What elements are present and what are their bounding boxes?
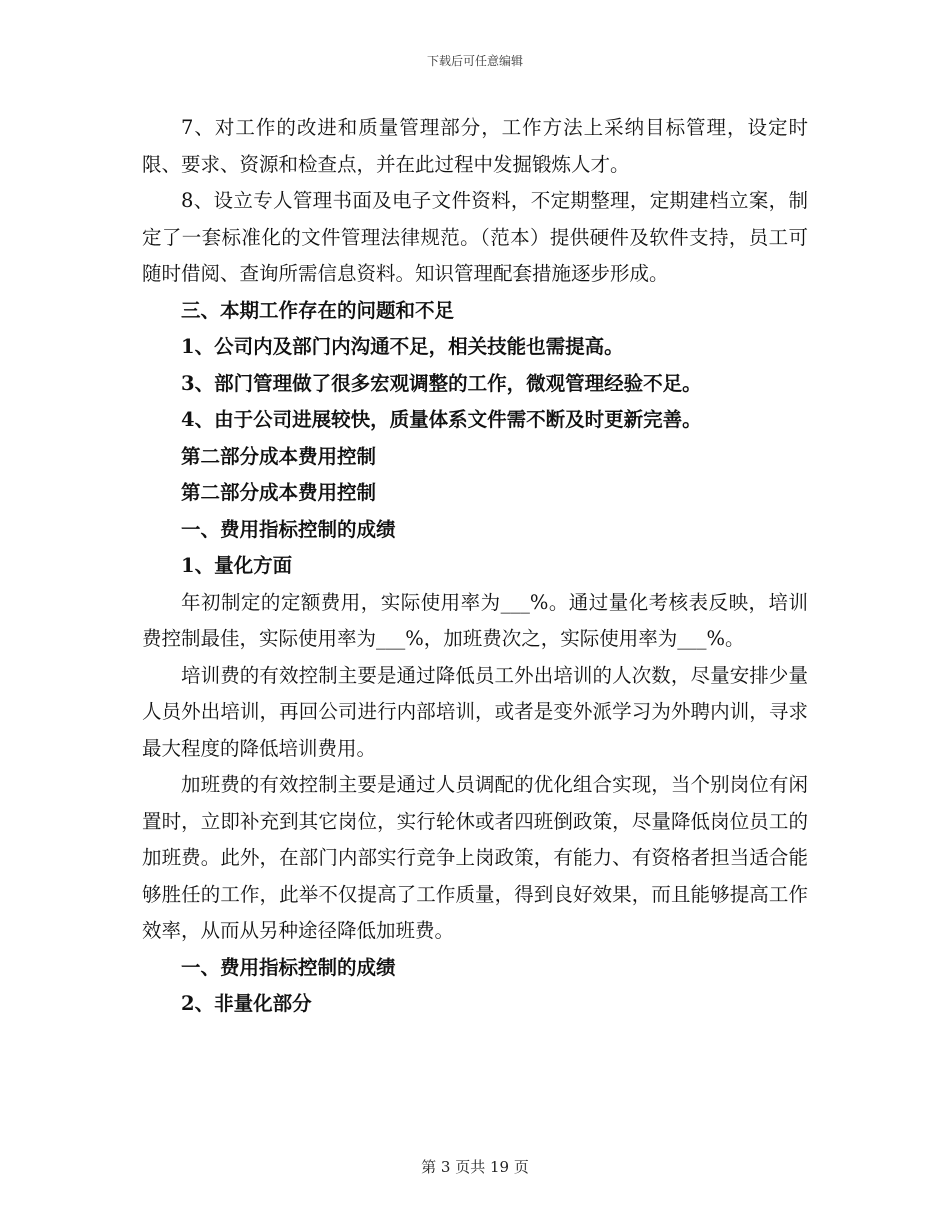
paragraph-item-8: 8、设立专人管理书面及电子文件资料，不定期整理，定期建档立案，制定了一套标准化的文件管理法律规范。（范本）提供硬件及软件支持，员工可随时借阅、查询所需信息资料。知识管理配套措施逐步形成。 <box>142 189 808 285</box>
paragraph-item-7: 7、对工作的改进和质量管理部分，工作方法上采纳目标管理，设定时限、要求、资源和检查点，并在此过程中发掘锻炼人才。 <box>142 116 808 176</box>
page-number: 第 3 页共 19 页 <box>421 1158 529 1176</box>
section-heading-problems: 三、本期工作存在的问题和不足 <box>181 298 455 322</box>
part-title-repeat: 第二部分成本费用控制 <box>181 481 377 504</box>
subheading-non-quantified: 2、非量化部分 <box>181 992 312 1015</box>
section-heading-achievements-repeat: 一、费用指标控制的成绩 <box>181 955 396 979</box>
paragraph-quota-usage: 年初制定的定额费用，实际使用率为___%。通过量化考核表反映，培训费控制最佳，实际使用率为___%，加班费次之，实际使用率为___%。 <box>142 590 808 650</box>
page-header: 下载后可任意编辑 <box>426 54 523 68</box>
section-heading-achievements: 一、费用指标控制的成绩 <box>181 517 396 541</box>
paragraph-overtime-cost: 加班费的有效控制主要是通过人员调配的优化组合实现，当个别岗位有闲置时，立即补充到其它岗位，实行轮休或者四班倒政策，尽量降低岗位员工的加班费。此外，在部门内部实行竞争上岗政策，有能力、有资格者担当适合能够胜任的工作，此举不仅提高了工作质量，得到良好效果，而且能够提高工作效率，从而从另种途径降低加班费。 <box>142 773 808 942</box>
problem-item-1: 1、公司内及部门内沟通不足，相关技能也需提高。 <box>181 335 624 358</box>
problem-item-4: 4、由于公司进展较快，质量体系文件需不断及时更新完善。 <box>181 408 702 431</box>
paragraph-training-cost: 培训费的有效控制主要是通过降低员工外出培训的人次数，尽量安排少量人员外出培训，再回公司进行内部培训，或者是变外派学习为外聘内训，寻求最大程度的降低培训费用。 <box>142 663 808 760</box>
problem-item-3: 3、部门管理做了很多宏观调整的工作，微观管理经验不足。 <box>181 371 702 395</box>
document-body <box>142 110 808 1023</box>
subheading-quantified: 1、量化方面 <box>181 554 293 577</box>
part-title: 第二部分成本费用控制 <box>181 444 377 468</box>
